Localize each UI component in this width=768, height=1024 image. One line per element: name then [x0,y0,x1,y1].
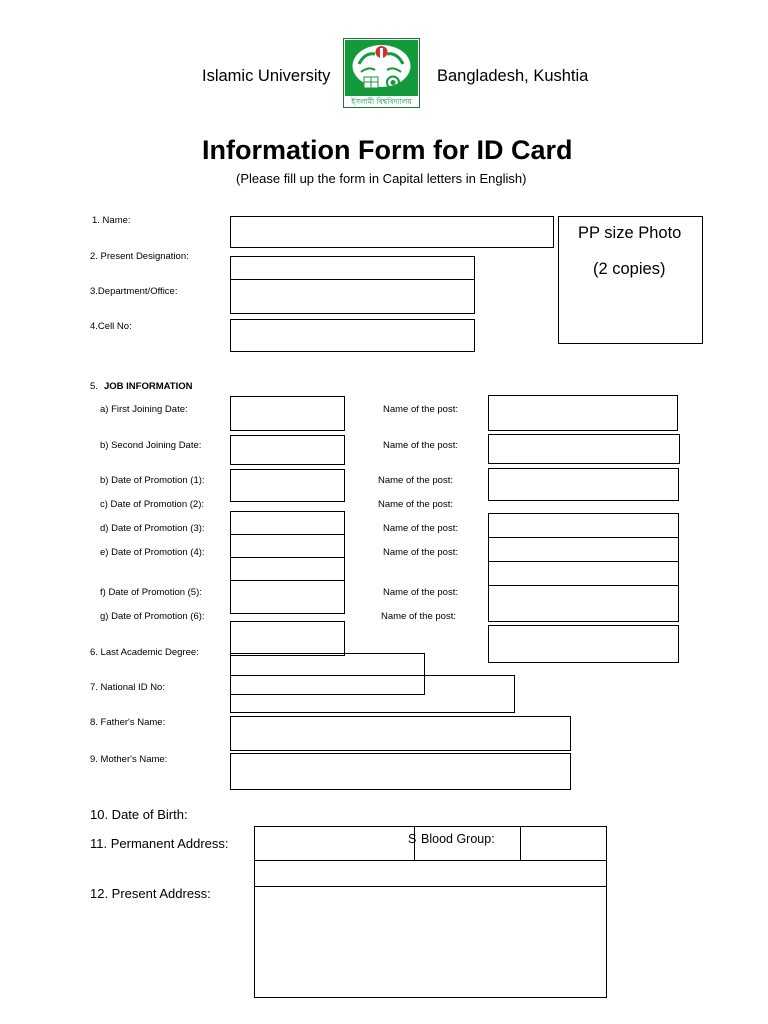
post-field[interactable] [488,537,679,562]
dob-label: 10. Date of Birth: [90,807,188,822]
name-label: 1. Name: [92,215,131,226]
promotion-6-label: g) Date of Promotion (6): [100,611,205,622]
promotion-1-field[interactable] [230,469,345,502]
first-joining-label: a) First Joining Date: [100,404,188,415]
logo-lettering: ইসলামী বিশ্ববিদ্যালয় [351,97,412,106]
post-field[interactable] [488,434,680,464]
post-label: Name of the post: [383,404,458,415]
promotion-5-field[interactable] [230,580,345,614]
first-joining-field[interactable] [230,396,345,431]
job-section-number: 5. [90,381,98,392]
cell-field[interactable] [230,319,475,352]
promotion-4-label: e) Date of Promotion (4): [100,547,205,558]
father-field[interactable] [230,716,571,751]
promotion-5-label: f) Date of Promotion (5): [100,587,202,598]
promotion-2-label: c) Date of Promotion (2): [100,499,205,510]
department-label: 3.Department/Office: [90,286,178,297]
post-label: Name of the post: [383,440,458,451]
post-label: Name of the post: [378,475,453,486]
permanent-address-field[interactable] [254,860,607,887]
university-logo [343,38,420,108]
job-section-heading: JOB INFORMATION [104,381,193,392]
department-field[interactable] [230,279,475,314]
name-field[interactable] [230,216,554,248]
mother-label: 9. Mother's Name: [90,754,168,765]
extra-post-field[interactable] [488,561,679,586]
post-field[interactable] [488,513,679,538]
row-divider [520,826,521,861]
post-field[interactable] [488,395,678,431]
post-label: Name of the post: [383,523,458,534]
post-label: Name of the post: [383,587,458,598]
post-label: Name of the post: [383,547,458,558]
designation-field[interactable] [230,256,475,280]
extra-date-field[interactable] [230,557,345,581]
father-label: 8. Father's Name: [90,717,166,728]
university-name: Islamic University [202,67,331,85]
post-field[interactable] [488,585,679,622]
s-fragment: S [408,832,417,846]
promotion-3-field[interactable] [230,511,345,535]
overlap-mask [231,676,424,694]
designation-label: 2. Present Designation: [90,251,189,262]
post-field[interactable] [488,625,679,663]
nid-label: 7. National ID No: [90,682,165,693]
academic-label: 6. Last Academic Degree: [90,647,199,658]
promotion-6-field[interactable] [230,621,345,656]
present-address-field[interactable] [254,886,607,998]
permanent-address-label: 11. Permanent Address: [90,836,229,851]
mother-field[interactable] [230,753,571,790]
post-label: Name of the post: [378,499,453,510]
cell-label: 4.Cell No: [90,321,132,332]
form-subtitle: (Please fill up the form in Capital letters in English) [236,171,527,186]
photo-copies-label: (2 copies) [593,260,666,278]
form-title: Information Form for ID Card [202,135,573,165]
post-label: Name of the post: [381,611,456,622]
blood-group-label: Blood Group: [421,832,495,846]
second-joining-label: b) Second Joining Date: [100,440,202,451]
second-joining-field[interactable] [230,435,345,465]
location-text: Bangladesh, Kushtia [437,67,589,85]
promotion-1-label: b) Date of Promotion (1): [100,475,205,486]
post-field[interactable] [488,468,679,501]
photo-label: PP size Photo [578,224,682,242]
promotion-4-field[interactable] [230,534,345,558]
promotion-3-label: d) Date of Promotion (3): [100,523,205,534]
present-address-label: 12. Present Address: [90,886,211,901]
